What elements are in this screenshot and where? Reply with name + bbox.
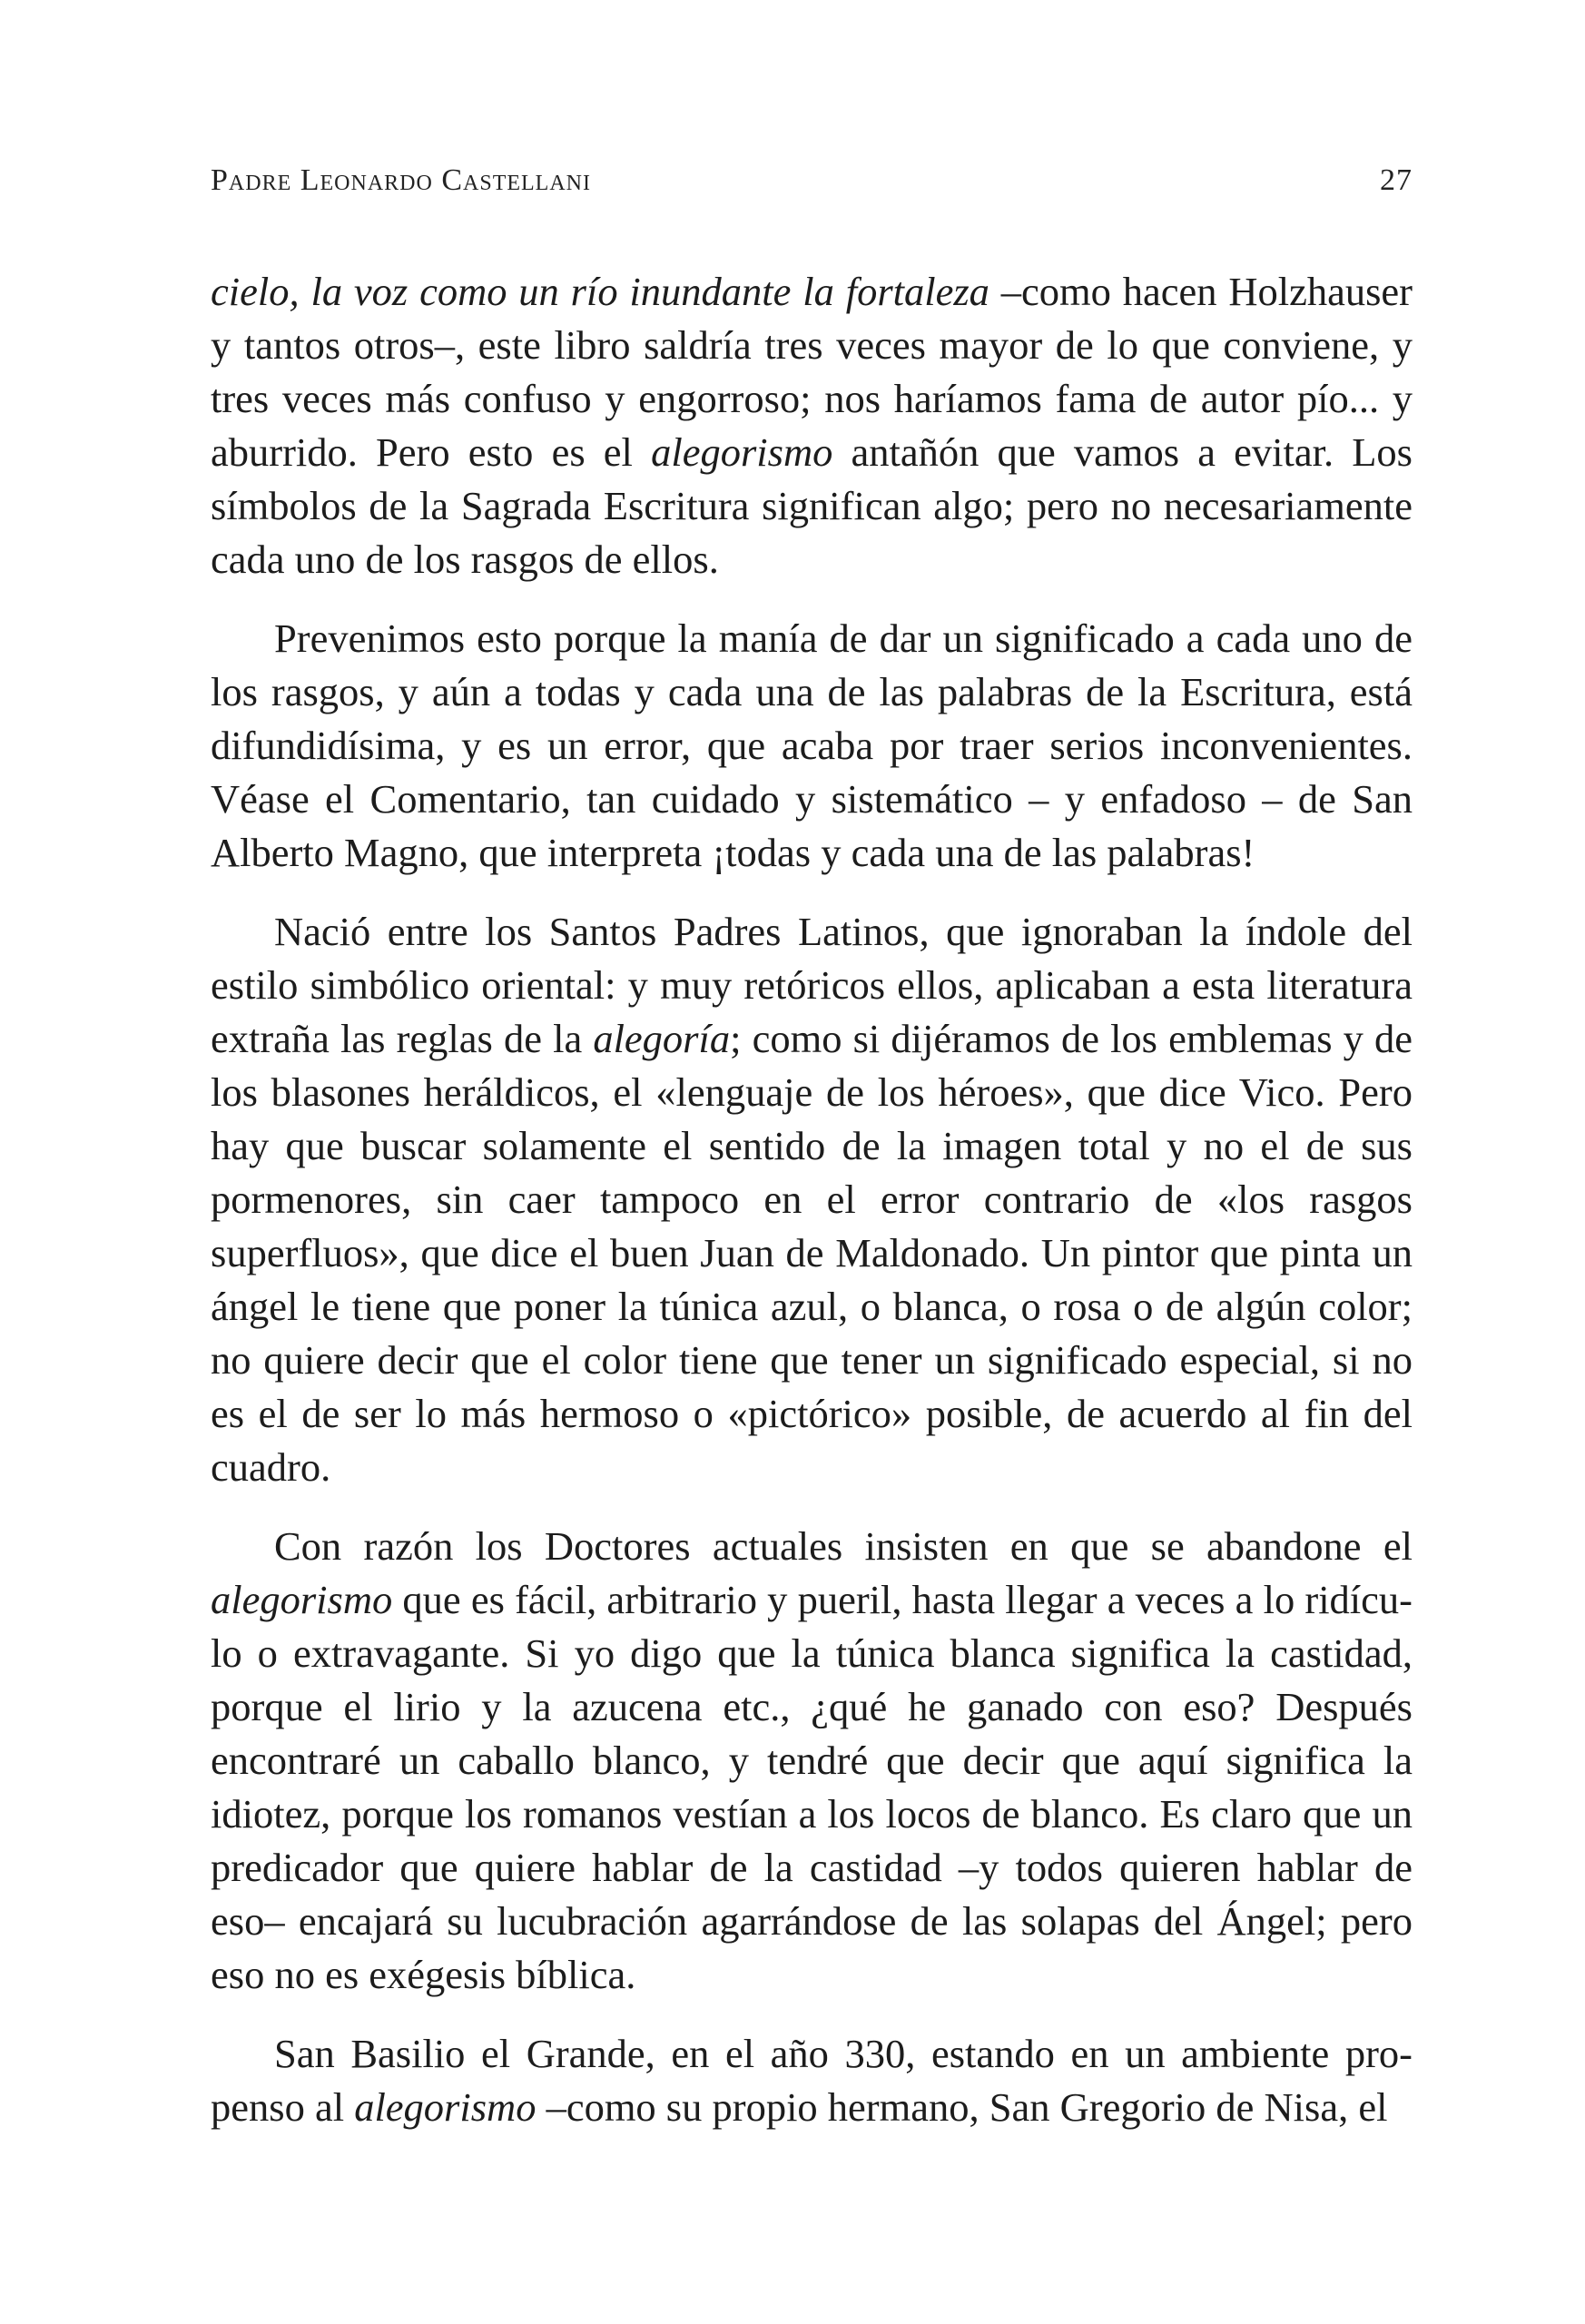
text-run: ; como si dijéramos de los emblemas y de los blasones heráldicos, el «lenguaje de los héroes», que dice Vico. Pero hay que buscar solamente el sentido de la imagen total y no el de sus pormenores, sin caer tampoco en el error contrario de «los rasgos superfluos», que dice el buen Juan de Maldonado. Un pintor que pinta un ángel le tiene que poner la túnica azul, o blanca, o rosa o de algún color; no quiere decir que el color tiene que tener un significado especial, si no es el de ser lo más hermoso o «pictórico» posible, de acuerdo al fin del cuadro. xyxy=(211,1016,1413,1490)
text-run: –como su propio hermano, San Gregorio de Nisa, el xyxy=(536,2084,1388,2130)
italic-run: alegorismo xyxy=(354,2084,537,2130)
text-run: Con razón los Doctores actuales insisten en que se abandone el xyxy=(274,1523,1413,1569)
paragraph xyxy=(211,612,1413,880)
text-run: antañón que vamos a evitar. Los símbolos de la Sagrada Escritura significan algo; pero no necesariamente cada uno de los rasgos de ellos. xyxy=(211,429,1413,582)
text-run: San Basilio el Grande, en el año 330, estando en un ambiente propenso al xyxy=(211,2031,1413,2130)
running-header-author: Padre Leonardo Castellani xyxy=(211,163,591,197)
paragraph xyxy=(211,2027,1413,2134)
text-run: Prevenimos esto porque la manía de dar un significado a cada uno de los rasgos, y aún a todas y cada una de las palabras de la Escritura, está difundidísima, y es un error, que acaba por traer serios inconvenientes. Véase el Comentario, tan cuidado y sistemático – y enfadoso – de San Alberto Magno, que interpreta ¡todas y cada una de las palabras! xyxy=(211,615,1413,875)
running-header xyxy=(211,163,1413,198)
text-run: Nació entre los Santos Padres Latinos, que ignoraban la índole del estilo simbólico oriental: y muy retóricos ellos, aplicaban a esta literatura extraña las reglas de la xyxy=(211,909,1413,1061)
paragraph xyxy=(211,1520,1413,2002)
paragraph xyxy=(211,265,1413,586)
italic-run: alegorismo xyxy=(211,1577,393,1622)
italic-run: alegorismo xyxy=(651,429,833,475)
italic-run: cielo, la voz como un río inundante la fortaleza xyxy=(211,269,989,314)
italic-run: alegoría xyxy=(593,1016,731,1061)
page-number: 27 xyxy=(1380,163,1413,197)
text-run: –como hacen Holzhauser y tantos otros–, este libro saldría tres veces mayor de lo que conviene, y tres veces más confuso y engorroso; nos haríamos fama de autor pío... y aburrido. Pero esto es el xyxy=(211,269,1413,475)
body-text xyxy=(211,265,1413,2160)
text-run: que es fácil, arbitrario y pueril, hasta llegar a veces a lo ridículo o extravagante. Si yo digo que la túnica blanca significa la castidad, porque el lirio y la azucena etc., ¿qué he ganado con eso? Después encontraré un caballo blanco, y tendré que decir que aquí significa la idiotez, porque los romanos vestían a los locos de blanco. Es claro que un predicador que quiere hablar de la castidad –y todos quieren hablar de eso– encajará su lucubración agarrándose de las solapas del Ángel; pero eso no es exégesis bíblica. xyxy=(211,1577,1413,1997)
paragraph xyxy=(211,905,1413,1494)
